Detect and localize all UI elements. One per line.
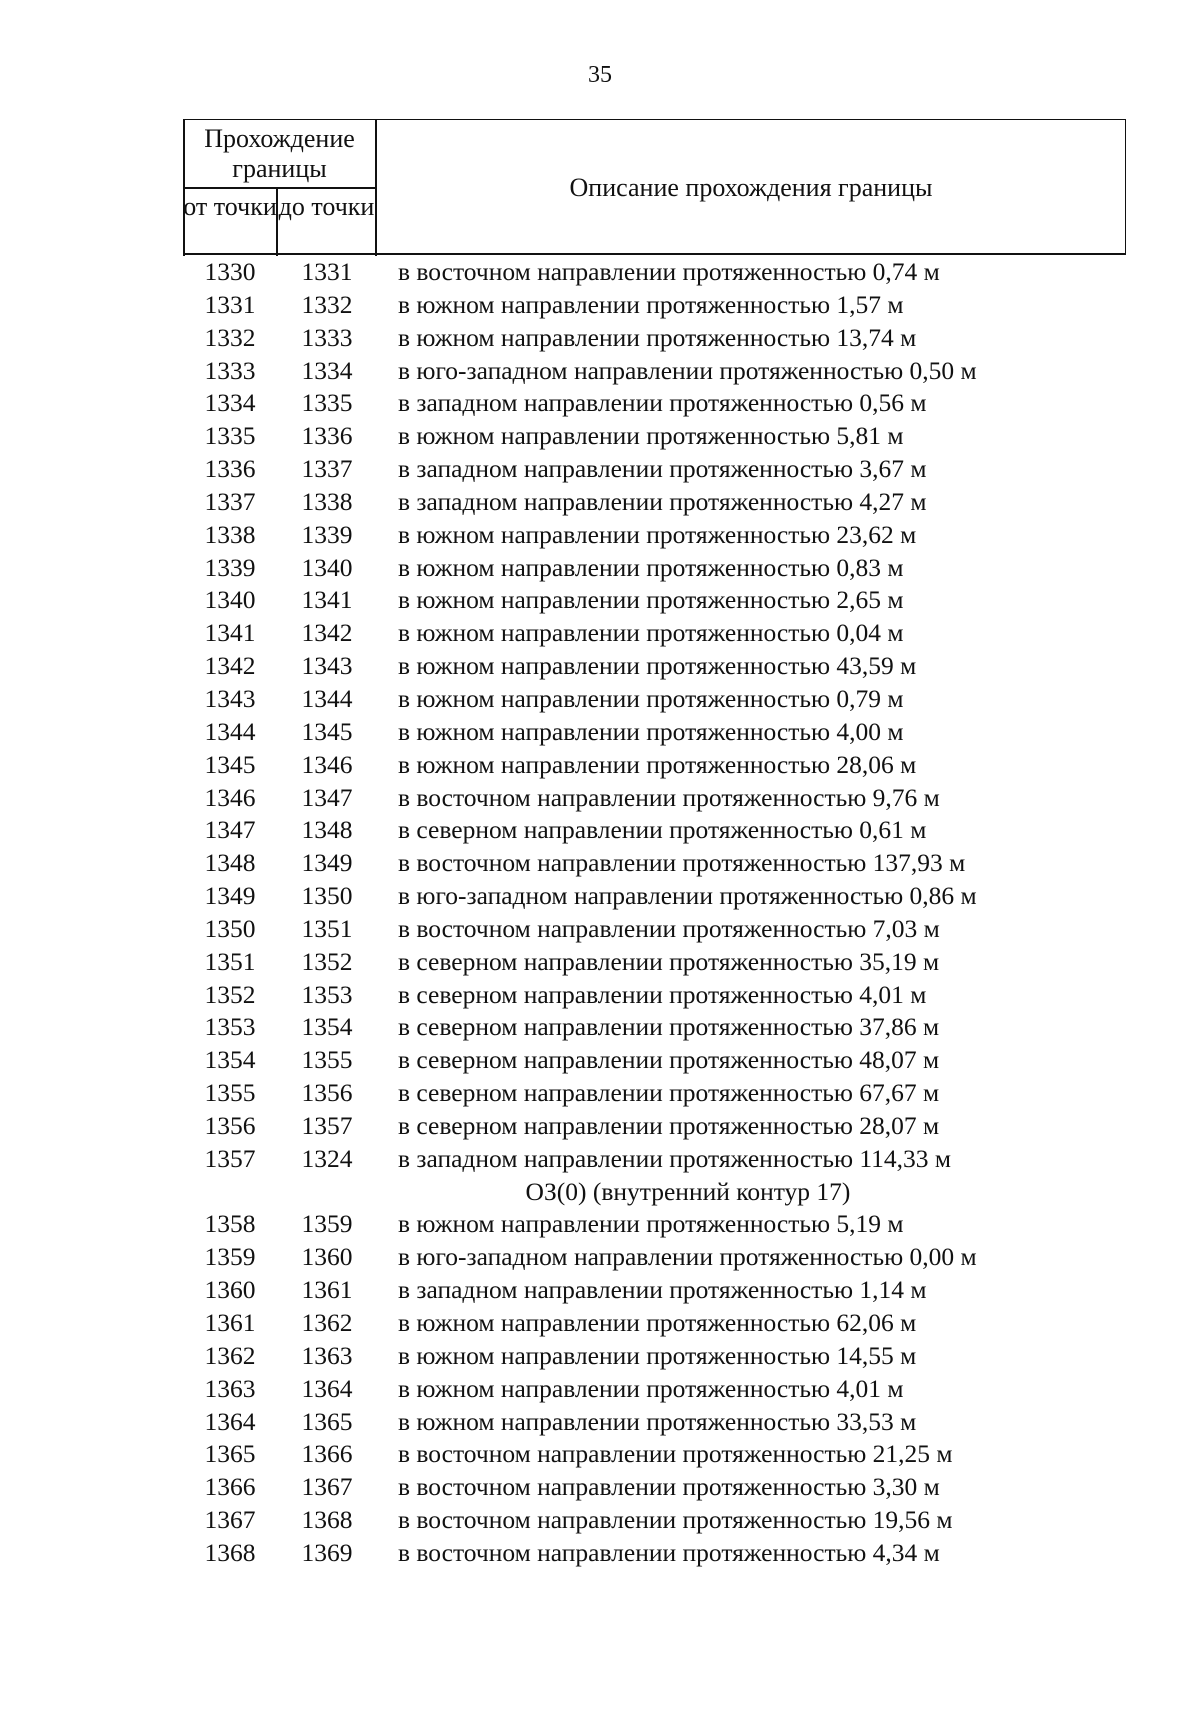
cell-description: в восточном направлении протяженностью 4,34 м	[398, 1537, 940, 1567]
cell-to-point: 1342	[301, 618, 353, 648]
cell-description: в южном направлении протяженностью 14,55 м	[398, 1340, 917, 1370]
table-row	[183, 552, 1126, 585]
table-row	[183, 486, 1126, 519]
page-number: 35	[588, 62, 612, 88]
cell-from-point: 1367	[204, 1505, 256, 1535]
table-row	[183, 782, 1126, 815]
cell-description: в южном направлении протяженностью 2,65 м	[398, 585, 904, 615]
cell-from-point: 1361	[204, 1308, 256, 1337]
table-row	[183, 617, 1126, 650]
cell-from-point: 1360	[204, 1275, 256, 1305]
cell-from-point: 1346	[204, 782, 256, 812]
cell-description: в южном направлении протяженностью 23,62 м	[398, 519, 917, 549]
cell-description: в южном направлении протяженностью 4,00 м	[398, 716, 904, 746]
cell-to-point: 1351	[301, 913, 353, 943]
cell-description: в южном направлении протяженностью 62,06 м	[398, 1308, 917, 1337]
cell-description: в южном направлении протяженностью 43,59 м	[398, 651, 917, 681]
table-row	[183, 650, 1126, 683]
table-row	[183, 749, 1126, 782]
cell-to-point: 1364	[301, 1373, 353, 1403]
cell-to-point: 1340	[301, 552, 353, 582]
section-heading-row	[183, 1176, 1126, 1209]
cell-to-point: 1332	[301, 289, 353, 319]
table-row	[183, 1241, 1126, 1274]
header-from: от точки	[183, 192, 277, 221]
cell-to-point: 1349	[301, 848, 353, 878]
cell-to-point: 1369	[301, 1537, 353, 1567]
table-row	[183, 814, 1126, 847]
header-description: Описание прохождения границы	[569, 173, 933, 202]
cell-to-point: 1339	[301, 519, 353, 549]
cell-from-point: 1350	[204, 913, 256, 943]
cell-to-point: 1334	[301, 355, 353, 385]
table-header	[183, 119, 1126, 255]
cell-from-point: 1344	[204, 716, 256, 746]
table-row	[183, 1373, 1126, 1406]
cell-from-point: 1358	[204, 1209, 256, 1239]
cell-to-point: 1343	[301, 651, 353, 681]
cell-from-point: 1352	[204, 979, 256, 1009]
cell-description: в северном направлении протяженностью 35,19 м	[398, 946, 940, 976]
cell-to-point: 1338	[301, 486, 353, 516]
cell-from-point: 1340	[204, 585, 256, 615]
cell-to-point: 1362	[301, 1308, 353, 1337]
cell-from-point: 1362	[204, 1340, 256, 1370]
cell-from-point: 1359	[204, 1242, 256, 1272]
table-row	[183, 256, 1126, 289]
cell-to-point: 1352	[301, 946, 353, 976]
cell-from-point: 1349	[204, 881, 256, 911]
cell-description: в северном направлении протяженностью 37,86 м	[398, 1012, 940, 1042]
table-row	[183, 979, 1126, 1012]
cell-description: в восточном направлении протяженностью 137,93 м	[398, 848, 966, 878]
cell-from-point: 1348	[204, 848, 256, 878]
cell-to-point: 1354	[301, 1012, 353, 1042]
cell-description: в западном направлении протяженностью 3,67 м	[398, 454, 927, 484]
cell-description: в западном направлении протяженностью 114,33 м	[398, 1143, 952, 1173]
table-row	[183, 355, 1126, 388]
cell-description: в северном направлении протяженностью 4,01 м	[398, 979, 927, 1009]
cell-to-point: 1361	[301, 1275, 353, 1305]
header-to: до точки	[278, 192, 375, 221]
cell-to-point: 1365	[301, 1406, 353, 1436]
cell-from-point: 1357	[204, 1143, 256, 1173]
cell-from-point: 1330	[204, 257, 256, 286]
table-row	[183, 1208, 1126, 1241]
cell-from-point: 1337	[204, 486, 256, 516]
cell-from-point: 1368	[204, 1537, 256, 1567]
cell-from-point: 1353	[204, 1012, 256, 1042]
table-row	[183, 453, 1126, 486]
cell-from-point: 1356	[204, 1110, 256, 1140]
cell-description: в восточном направлении протяженностью 0,74 м	[398, 257, 940, 286]
table-row	[183, 913, 1126, 946]
cell-description: в южном направлении протяженностью 0,83 м	[398, 552, 904, 582]
cell-to-point: 1355	[301, 1045, 353, 1075]
cell-description: в южном направлении протяженностью 1,57 м	[398, 289, 904, 319]
cell-to-point: 1345	[301, 716, 353, 746]
cell-to-point: 1331	[301, 257, 353, 286]
cell-from-point: 1355	[204, 1078, 256, 1108]
cell-description: в южном направлении протяженностью 5,19 м	[398, 1209, 904, 1239]
cell-to-point: 1357	[301, 1110, 353, 1140]
table-row	[183, 880, 1126, 913]
header-subline	[183, 187, 376, 189]
cell-description: в западном направлении протяженностью 1,14 м	[398, 1275, 927, 1305]
cell-description: в восточном направлении протяженностью 19,56 м	[398, 1505, 953, 1535]
cell-description: в южном направлении протяженностью 5,81 м	[398, 421, 904, 451]
cell-description: в южном направлении протяженностью 13,74 м	[398, 322, 917, 352]
cell-to-point: 1346	[301, 749, 353, 779]
table-row	[183, 387, 1126, 420]
table-row	[183, 946, 1126, 979]
cell-description: в южном направлении протяженностью 0,79 м	[398, 683, 904, 713]
cell-to-point: 1337	[301, 454, 353, 484]
cell-to-point: 1347	[301, 782, 353, 812]
cell-to-point: 1335	[301, 388, 353, 418]
cell-to-point: 1353	[301, 979, 353, 1009]
cell-from-point: 1338	[204, 519, 256, 549]
cell-description: в юго-западном направлении протяженностью 0,00 м	[398, 1242, 977, 1272]
table-row	[183, 1143, 1126, 1176]
cell-to-point: 1336	[301, 421, 353, 451]
cell-to-point: 1341	[301, 585, 353, 615]
cell-description: в восточном направлении протяженностью 21,25 м	[398, 1439, 953, 1469]
cell-to-point: 1344	[301, 683, 353, 713]
table-row	[183, 1471, 1126, 1504]
cell-from-point: 1342	[204, 651, 256, 681]
cell-from-point: 1341	[204, 618, 256, 648]
cell-to-point: 1324	[301, 1143, 353, 1173]
cell-description: в восточном направлении протяженностью 9,76 м	[398, 782, 940, 812]
cell-description: в южном направлении протяженностью 0,04 м	[398, 618, 904, 648]
cell-description: в северном направлении протяженностью 48,07 м	[398, 1045, 940, 1075]
cell-to-point: 1368	[301, 1505, 353, 1535]
table-row	[183, 847, 1126, 880]
cell-from-point: 1365	[204, 1439, 256, 1469]
cell-to-point: 1363	[301, 1340, 353, 1370]
cell-description: в южном направлении протяженностью 28,06 м	[398, 749, 917, 779]
cell-to-point: 1348	[301, 815, 353, 845]
cell-description: в северном направлении протяженностью 67,67 м	[398, 1078, 940, 1108]
table-row	[183, 683, 1126, 716]
cell-from-point: 1333	[204, 355, 256, 385]
table-row	[183, 322, 1126, 355]
cell-description: в западном направлении протяженностью 0,56 м	[398, 388, 927, 418]
cell-from-point: 1351	[204, 946, 256, 976]
table-row	[183, 1044, 1126, 1077]
cell-from-point: 1343	[204, 683, 256, 713]
cell-from-point: 1336	[204, 454, 256, 484]
cell-from-point: 1334	[204, 388, 256, 418]
cell-description: в восточном направлении протяженностью 3,30 м	[398, 1472, 940, 1502]
cell-to-point: 1367	[301, 1472, 353, 1502]
header-bottom-border	[183, 253, 1126, 255]
cell-from-point: 1354	[204, 1045, 256, 1075]
cell-from-point: 1347	[204, 815, 256, 845]
cell-to-point: 1350	[301, 881, 353, 911]
cell-to-point: 1359	[301, 1209, 353, 1239]
cell-to-point: 1360	[301, 1242, 353, 1272]
table-row	[183, 1537, 1126, 1570]
cell-description: в южном направлении протяженностью 33,53 м	[398, 1406, 917, 1436]
table-row	[183, 1438, 1126, 1471]
cell-description: в южном направлении протяженностью 4,01 м	[398, 1373, 904, 1403]
cell-from-point: 1366	[204, 1472, 256, 1502]
cell-from-point: 1331	[204, 289, 256, 319]
cell-from-point: 1332	[204, 322, 256, 352]
table-row	[183, 1011, 1126, 1044]
table-row	[183, 1504, 1126, 1537]
cell-from-point: 1363	[204, 1373, 256, 1403]
table-row	[183, 1274, 1126, 1307]
table-row	[183, 420, 1126, 453]
header-passage: Прохождение границы	[204, 124, 355, 183]
cell-from-point: 1345	[204, 749, 256, 779]
cell-description: в северном направлении протяженностью 28,07 м	[398, 1110, 940, 1140]
cell-from-point: 1335	[204, 421, 256, 451]
table-row	[183, 584, 1126, 617]
cell-description: в юго-западном направлении протяженностью 0,50 м	[398, 355, 977, 385]
cell-from-point: 1364	[204, 1406, 256, 1436]
cell-description: в восточном направлении протяженностью 7,03 м	[398, 913, 940, 943]
table-row	[183, 1406, 1126, 1439]
table-row	[183, 289, 1126, 322]
section-title: ОЗ(0) (внутренний контур 17)	[525, 1176, 851, 1206]
table-body	[183, 256, 1126, 1570]
cell-from-point: 1339	[204, 552, 256, 582]
table-row	[183, 1340, 1126, 1373]
table-row	[183, 1307, 1126, 1340]
table-row	[183, 1110, 1126, 1143]
table-row	[183, 1077, 1126, 1110]
table-row	[183, 519, 1126, 552]
table-row	[183, 716, 1126, 749]
cell-description: в северном направлении протяженностью 0,61 м	[398, 815, 927, 845]
cell-to-point: 1366	[301, 1439, 353, 1469]
cell-description: в западном направлении протяженностью 4,27 м	[398, 486, 927, 516]
cell-to-point: 1356	[301, 1078, 353, 1108]
cell-to-point: 1333	[301, 322, 353, 352]
cell-description: в юго-западном направлении протяженностью 0,86 м	[398, 881, 977, 911]
